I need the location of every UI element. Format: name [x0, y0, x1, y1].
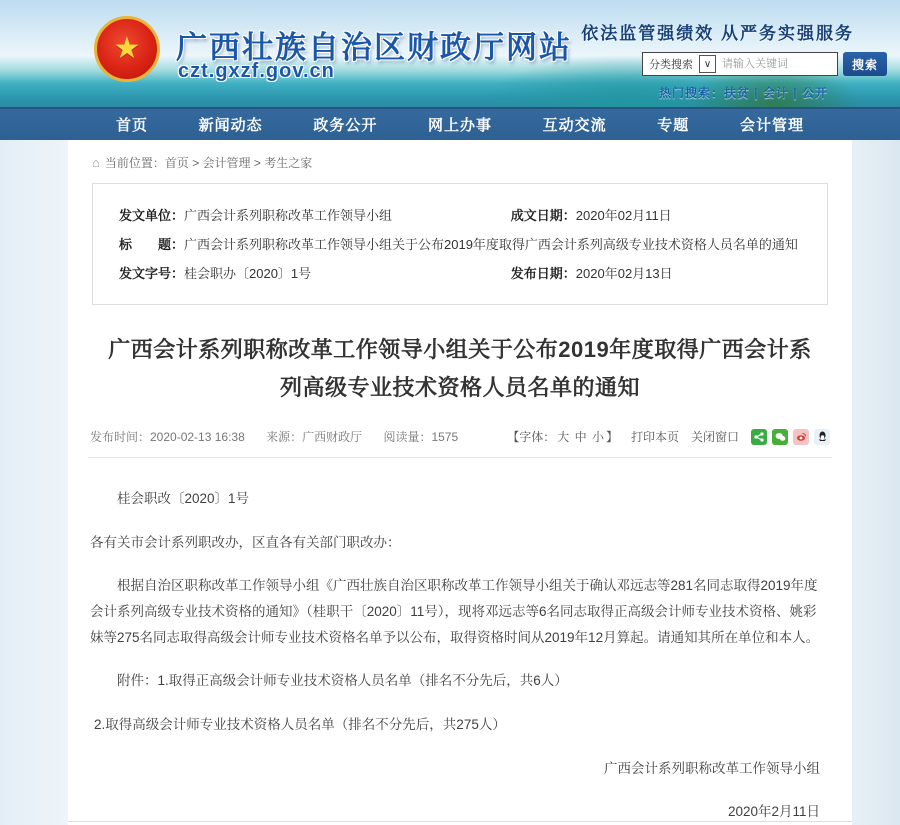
article-source: 来源：广西财政厅 — [266, 430, 363, 445]
print-page-button[interactable]: 打印本页 — [630, 430, 679, 445]
main-navigation — [0, 107, 900, 140]
site-header — [0, 0, 900, 107]
article-meta-bar — [88, 422, 832, 458]
close-window-button[interactable]: 关闭窗口 — [690, 430, 739, 445]
salutation-line: 各有关市会计系列职改办，区直各有关部门职改办： — [90, 534, 401, 550]
nav-item-home[interactable]: 首页 — [116, 117, 149, 134]
attachment-item-1[interactable]: 附件：1.取得正高级会计师专业技术资格人员名单（排名不分先后，共6人） — [117, 673, 568, 689]
home-icon: ⌂ — [92, 155, 100, 170]
content-column — [68, 140, 852, 825]
article-body — [68, 458, 852, 825]
view-count: 阅读量：1575 — [383, 430, 459, 445]
page-title: 广西会计系列职称改革工作领导小组关于公布2019年度取得广西会计系列高级专业技术资格人员名单的通知 — [108, 337, 812, 400]
nav-item-online-services[interactable]: 网上办事 — [427, 117, 492, 134]
font-size-small-button[interactable]: 小 — [591, 430, 604, 445]
font-size-medium-button[interactable]: 中 — [574, 430, 587, 445]
publish-time: 发布时间：2020-02-13 16:38 — [90, 430, 245, 445]
search-bar — [642, 52, 878, 76]
search-category-dropdown[interactable]: 分类搜索 — [649, 59, 693, 71]
nav-item-gov-affairs[interactable]: 政务公开 — [313, 117, 378, 134]
qq-icon[interactable] — [814, 429, 830, 445]
wechat-icon[interactable] — [772, 429, 788, 445]
nav-item-interaction[interactable]: 互动交流 — [542, 117, 607, 134]
hot-search-links[interactable]: 热门搜索：扶贫 | 会计 | 公开 — [658, 86, 828, 100]
doc-title-row: 标 题：广西会计系列职称改革工作领导小组关于公布2019年度取得广西会计系列高级专业技术资格人员名单的通知 — [119, 237, 798, 253]
site-title: 广西壮族自治区财政厅网站 — [176, 30, 572, 65]
main-paragraph: 根据自治区职称改革工作领导小组《广西壮族自治区职称改革工作领导小组关于确认邓远志等281名同志取得2019年度会计系列高级专业技术资格的通知》（桂职干〔2020〕11号），现将邓远志等6名同志取得正高级会计师专业技术资格、姚彩妹等275名同志取得高级会计师专业技术资格名单予以公布，取得资格时间从2019年12月算起。请通知其所在单位和本人。 — [90, 578, 820, 645]
search-input[interactable] — [718, 53, 837, 75]
breadcrumb[interactable] — [68, 150, 852, 171]
share-icon-group — [751, 429, 830, 445]
emblem-star-icon: ★ — [113, 32, 141, 65]
doc-written-date: 成文日期：2020年02月11日 — [510, 208, 672, 223]
search-button[interactable]: 搜索 — [843, 52, 887, 76]
breadcrumb-text: 当前位置：首页 > 会计管理 > 考生之家 — [104, 156, 313, 170]
article-meta-left — [90, 428, 476, 445]
share-icon[interactable] — [751, 429, 767, 445]
doc-issuer: 发文单位：广西会计系列职称改革工作领导小组 — [119, 208, 393, 223]
signature-date: 2020年2月11日 — [727, 804, 820, 820]
attachment-item-2[interactable]: 2.取得高级会计师专业技术资格人员名单（排名不分先后，共275人） — [94, 716, 506, 732]
chevron-down-icon[interactable]: ∨ — [699, 55, 716, 73]
nav-item-news[interactable]: 新闻动态 — [198, 117, 263, 134]
signature-org: 广西会计系列职称改革工作领导小组 — [604, 760, 820, 776]
doc-number: 发文字号：桂会职办〔2020〕1号 — [119, 266, 312, 282]
site-url: czt.gxzf.gov.cn — [178, 60, 335, 82]
font-size-control: 【字体： 大 中 小 】 — [507, 430, 618, 445]
doc-reference-number: 桂会职改〔2020〕1号 — [117, 491, 250, 507]
font-size-large-button[interactable]: 大 — [557, 430, 570, 445]
weibo-icon[interactable] — [793, 429, 809, 445]
nav-item-accounting[interactable]: 会计管理 — [739, 117, 804, 134]
national-emblem-logo — [94, 16, 160, 82]
bottom-divider — [68, 821, 852, 822]
doc-publish-date: 发布日期：2020年02月13日 — [510, 266, 673, 282]
nav-item-topics[interactable]: 专题 — [657, 117, 690, 134]
document-info-box — [92, 183, 828, 305]
site-slogan: 依法监管强绩效 从严务实强服务 — [581, 24, 854, 43]
